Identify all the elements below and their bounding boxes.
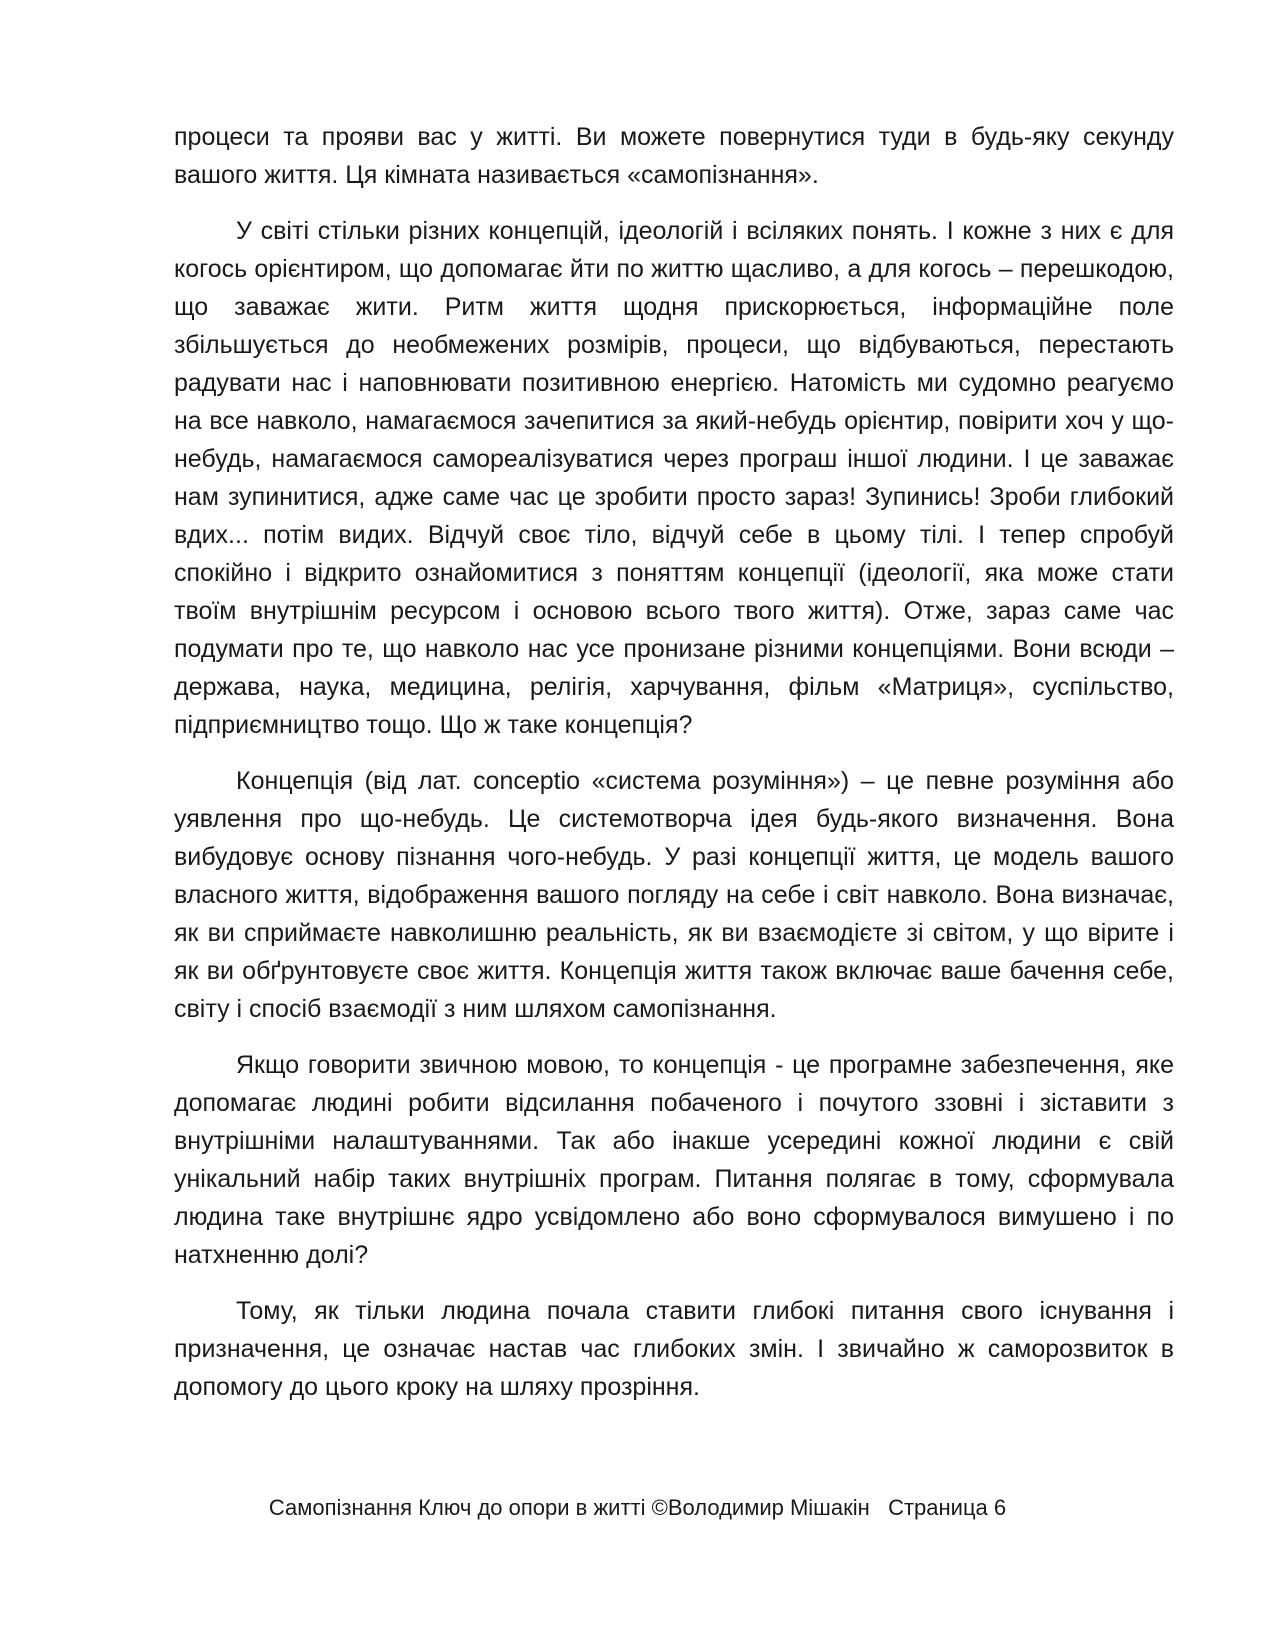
paragraph-concepts-world: У світі стільки різних концепцій, ідеологій і всіляких понять. І кожне з них є для когось орієнтиром, що допомагає йти по життю щасливо, а для когось – перешкодою, що заважає жити. Ритм життя щодня прискорюється, інформаційне поле збільшується до необмежених розмірів, процеси, що відбуваються, перестають радувати нас і наповнювати позитивною енергією. Натомість ми судомно реагуємо на все навколо, намагаємося зачепитися за який-небудь орієнтир, повірити хоч у що-небудь, намагаємося самореалізуватися через програш іншої людини. І це заважає нам зупинитися, адже саме час це зробити просто зараз! Зупинись! Зроби глибокий вдих... потім видих. Відчуй своє тіло, відчуй себе в цьому тілі. І тепер спробуй спокійно і відкрито ознайомитися з поняттям концепції (ідеології, яка може стати твоїм внутрішнім ресурсом і основою всього твого життя). Отже, зараз саме час подумати про те, що навколо нас усе пронизане різними концепціями. Вони всюди – держава, наука, медицина, релігія, харчування, фільм «Матриця», суспільство, підприємництво тощо. Що ж таке концепція? — [174, 217, 1174, 739]
paragraph-concept-software: Якщо говорити звичною мовою, то концепція - це програмне забезпечення, яке допомагає людині робити відсилання побаченого і почутого ззовні і зіставити з внутрішніми налаштуваннями. Так або інакше усередині кожної людини є свій унікальний набір таких внутрішніх програм. Питання полягає в тому, сформувала людина таке внутрішнє ядро усвідомлено або воно сформувалося вимушено і по натхненню долі? — [174, 1051, 1174, 1269]
paragraph-concept-definition: Концепція (від лат. conceptio «система розуміння») – це певне розуміння або уявлення про що-небудь. Це системотворча ідея будь-якого визначення. Вона вибудовує основу пізнання чого-небудь. У разі концепції життя, це модель вашого власного життя, відображення вашого погляду на себе і світ навколо. Вона визначає, як ви сприймаєте навколишню реальність, як ви взаємодієте зі світом, у що вірите і як ви обґрунтовуєте своє життя. Концепція життя також включає ваше бачення себе, світу і спосіб взаємодії з ним шляхом самопізнання. — [174, 767, 1174, 1023]
body-text — [174, 118, 1174, 1424]
paragraph-deep-changes: Тому, як тільки людина почала ставити глибокі питання свого існування і призначення, це означає настав час глибоких змін. І звичайно ж саморозвиток в допомогу до цього кроку на шляху прозріння. — [174, 1297, 1174, 1401]
paragraph-continuation: процеси та прояви вас у житті. Ви можете повернутися туди в будь-яку секунду вашого життя. Ця кімната називається «самопізнання». — [174, 123, 1174, 189]
page-footer: Самопізнання Ключ до опори в житті ©Володимир Мішакін Страница 6 — [268, 1495, 1007, 1520]
